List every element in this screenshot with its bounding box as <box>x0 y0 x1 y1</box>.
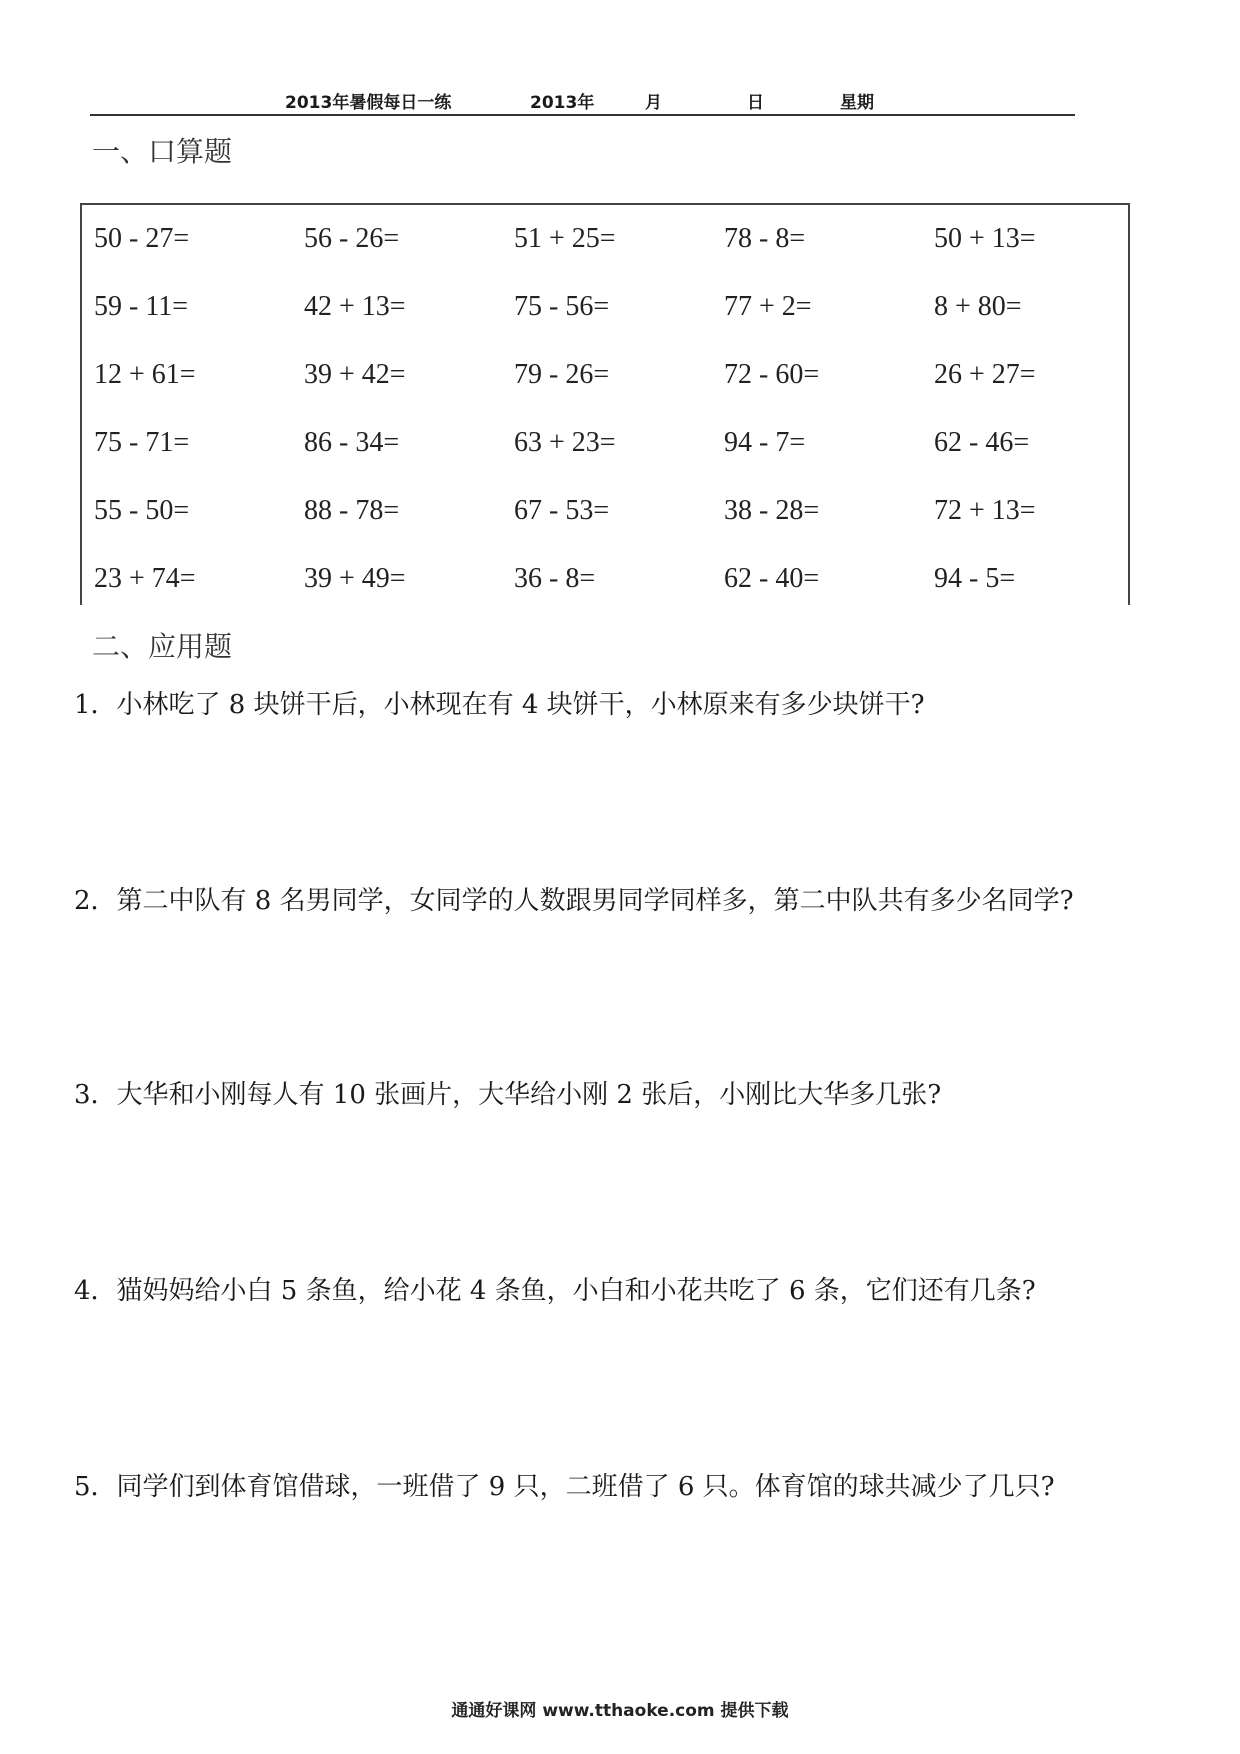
math-problem: 75 - 71= <box>94 427 190 458</box>
math-problem: 39 + 42= <box>304 359 406 390</box>
math-problem: 79 - 26= <box>514 359 610 390</box>
header-title: 2013年暑假每日一练 <box>285 93 452 113</box>
math-problem: 50 + 13= <box>934 223 1036 254</box>
header-year: 2013年 <box>530 93 595 113</box>
math-problem: 62 - 40= <box>724 563 820 594</box>
section-title-word-problems: 二、应用题 <box>92 630 233 663</box>
word-problem-4: 4．猫妈妈给小白 5 条鱼，给小花 4 条鱼，小白和小花共吃了 6 条，它们还有几条? <box>74 1276 1036 1306</box>
section-title-mental-math: 一、口算题 <box>92 135 233 168</box>
math-problem: 12 + 61= <box>94 359 196 390</box>
math-problem: 86 - 34= <box>304 427 400 458</box>
word-problem-2: 2．第二中队有 8 名男同学，女同学的人数跟男同学同样多，第二中队共有多少名同学? <box>74 886 1074 916</box>
word-problem-3: 3．大华和小刚每人有 10 张画片，大华给小刚 2 张后，小刚比大华多几张? <box>74 1080 942 1110</box>
word-problem-1: 1．小林吃了 8 块饼干后，小林现在有 4 块饼干，小林原来有多少块饼干? <box>74 690 925 720</box>
mental-math-table <box>80 203 1130 605</box>
math-problem: 67 - 53= <box>514 495 610 526</box>
header-weekday: 星期 <box>840 93 874 113</box>
table-row <box>82 563 1128 603</box>
header-month: 月 <box>645 93 662 113</box>
math-problem: 38 - 28= <box>724 495 820 526</box>
math-problem: 59 - 11= <box>94 291 189 322</box>
math-problem: 36 - 8= <box>514 563 596 594</box>
math-problem: 63 + 23= <box>514 427 616 458</box>
math-problem: 50 - 27= <box>94 223 190 254</box>
math-problem: 51 + 25= <box>514 223 616 254</box>
math-problem: 55 - 50= <box>94 495 190 526</box>
math-problem: 88 - 78= <box>304 495 400 526</box>
math-problem: 23 + 74= <box>94 563 196 594</box>
table-row <box>82 359 1128 399</box>
table-row <box>82 495 1128 535</box>
page-footer: 通通好课网 www.tthaoke.com 提供下载 <box>451 1701 789 1721</box>
math-problem: 42 + 13= <box>304 291 406 322</box>
table-row <box>82 291 1128 331</box>
math-problem: 72 + 13= <box>934 495 1036 526</box>
math-problem: 78 - 8= <box>724 223 806 254</box>
header-day: 日 <box>747 93 764 113</box>
math-problem: 75 - 56= <box>514 291 610 322</box>
math-problem: 56 - 26= <box>304 223 400 254</box>
math-problem: 8 + 80= <box>934 291 1022 322</box>
table-row <box>82 223 1128 263</box>
math-problem: 62 - 46= <box>934 427 1030 458</box>
page-header <box>90 84 1075 116</box>
math-problem: 72 - 60= <box>724 359 820 390</box>
math-problem: 94 - 7= <box>724 427 806 458</box>
math-problem: 77 + 2= <box>724 291 812 322</box>
word-problem-5: 5．同学们到体育馆借球，一班借了 9 只，二班借了 6 只。体育馆的球共减少了几只? <box>74 1472 1055 1502</box>
math-problem: 26 + 27= <box>934 359 1036 390</box>
math-problem: 94 - 5= <box>934 563 1016 594</box>
table-row <box>82 427 1128 467</box>
math-problem: 39 + 49= <box>304 563 406 594</box>
